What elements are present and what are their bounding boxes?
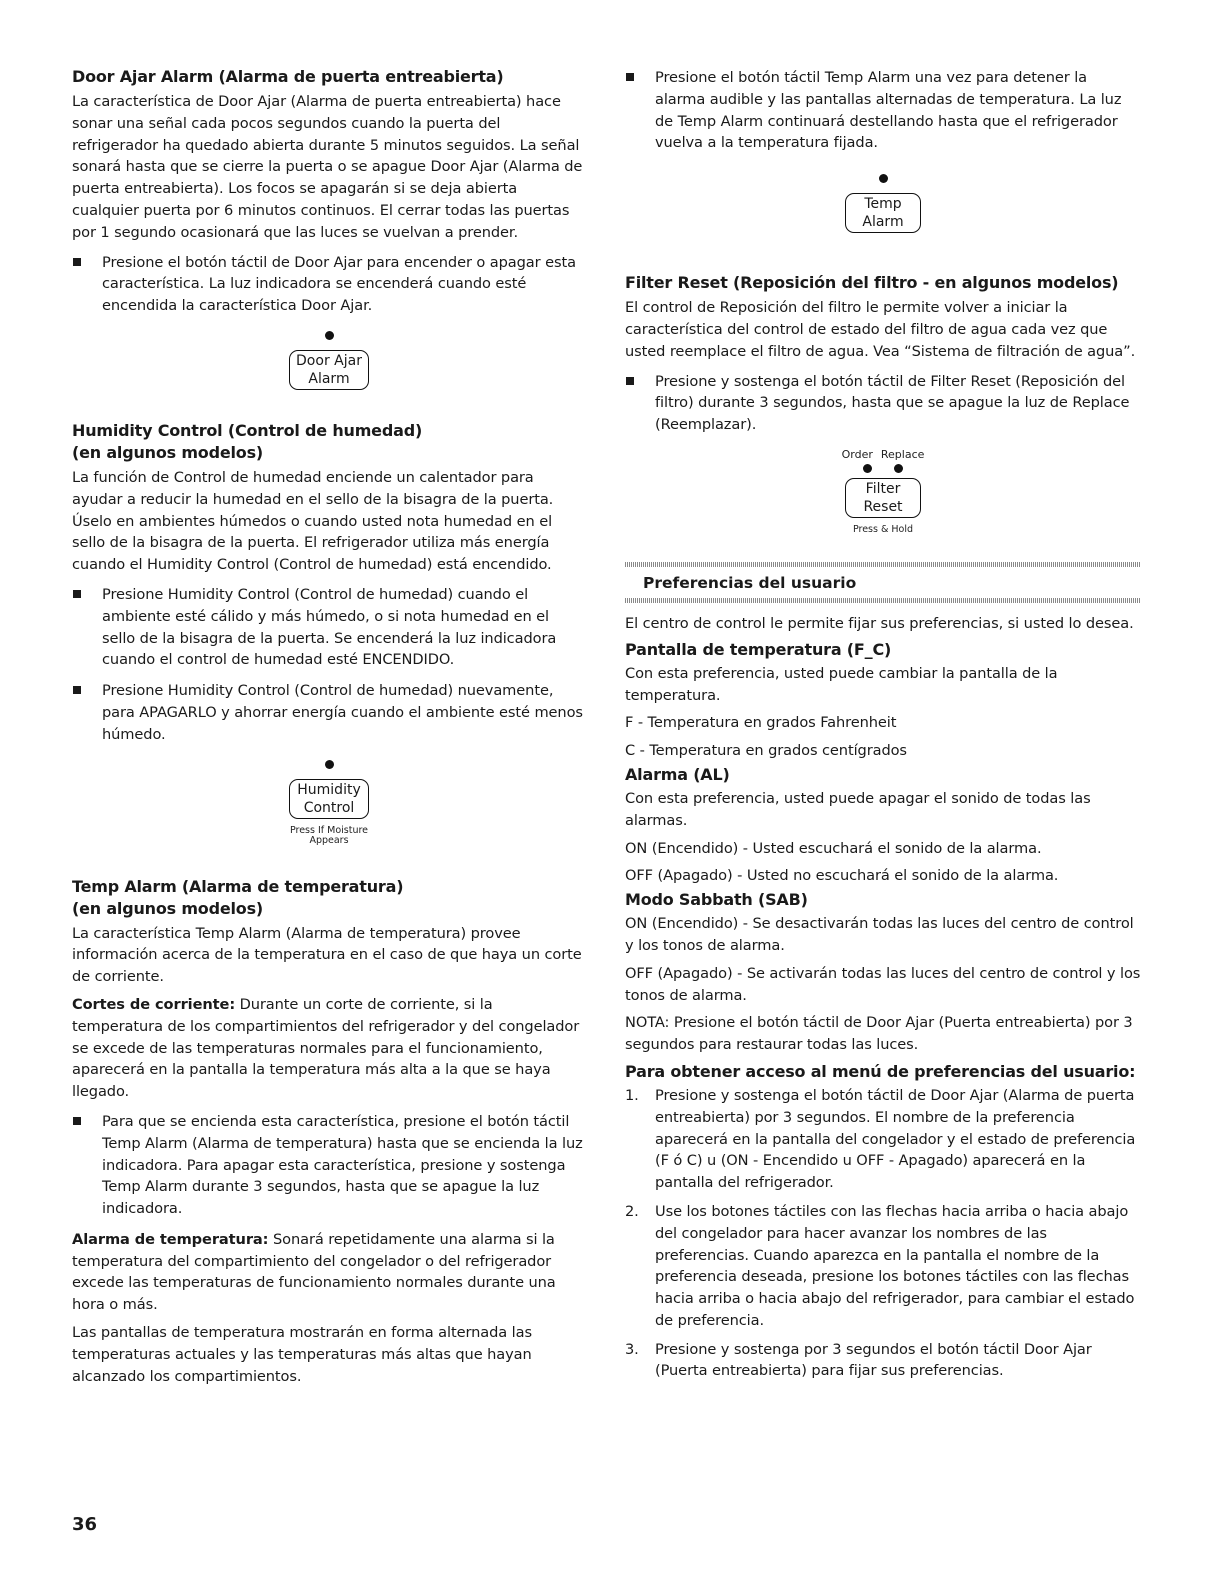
door-ajar-control [72, 331, 586, 390]
bullet-square-icon [73, 686, 81, 694]
alarma-al-heading: Alarma (AL) [625, 764, 730, 784]
door-ajar-bullet-text: Presione el botón táctil de Door Ajar para encender o apagar esta característica. La luz indicadora se encenderá cuando esté encendida la característica Door Ajar. [102, 253, 576, 315]
filter-reset-control [625, 448, 1141, 535]
sabbath-on-line: ON (Encendido) - Se desactivarán todas las luces del centro de control y los tonos de alarma. [625, 915, 1134, 954]
bullet-square-icon [73, 258, 81, 266]
filter-reset-paragraph: El control de Reposición del filtro le permite volver a iniciar la característica del control de estado del filtro de agua cada vez que usted reemplace el filtro de agua. Vea “Sistema de filtración de agua”. [625, 299, 1136, 360]
step-text: Use los botones táctiles con las flechas hacia arriba o hacia abajo del congelador para hacer avanzar los nombres de las preferencias. Cuando aparezca en la pantalla el nombre de la preferencia deseada, presione los botones táctiles con las flechas hacia arriba o hacia abajo del refrigerador, para cambiar el estado de preferencia. [655, 1202, 1135, 1329]
replace-indicator-icon [894, 464, 903, 473]
replace-label: Replace [880, 447, 925, 461]
temp-alarm-stop-text: Presione el botón táctil Temp Alarm una vez para detener la alarma audible y las pantallas alternadas de temperatura. La luz de Temp Alarm continuará destellando hasta que el refrigerador vuelva a la temperatura fijada. [655, 69, 1122, 152]
filter-indicator-lights [863, 464, 903, 473]
bullet-square-icon [626, 377, 634, 385]
indicator-light-icon [879, 174, 888, 183]
button-label-line1: Temp [864, 196, 902, 213]
bullet-square-icon [73, 590, 81, 598]
door-ajar-alarm-button[interactable] [289, 350, 369, 390]
button-label-line2: Alarm [862, 214, 904, 231]
humidity-heading-line1: Humidity Control (Control de humedad) [72, 420, 423, 440]
right-column [625, 66, 1141, 1382]
filter-reset-caption: Press & Hold [852, 523, 914, 535]
button-label-line1: Door Ajar [296, 352, 362, 369]
button-label-line1: Filter [865, 480, 901, 497]
alarma-label: Alarma de temperatura: [72, 1230, 269, 1248]
alarma-off-line: OFF (Apagado) - Usted no escuchará el sonido de la alarma. [625, 867, 1059, 885]
humidity-caption-line2: Appears [309, 834, 349, 846]
step-number: 3. [625, 1340, 639, 1358]
button-label-line2: Alarm [308, 370, 350, 387]
filter-reset-bullet-text: Presione y sostenga el botón táctil de Filter Reset (Reposición del filtro) durante 3 segundos, hasta que se apague la luz de Replace (Reemplazar). [655, 372, 1130, 434]
indicator-light-icon [325, 331, 334, 340]
temp-alarm-bullet [72, 1111, 586, 1220]
step-text: Presione y sostenga por 3 segundos el botón táctil Door Ajar (Puerta entreabierta) para fijar sus preferencias. [655, 1340, 1092, 1380]
step-item [625, 1339, 1141, 1383]
temp-alarm-button[interactable] [845, 193, 921, 233]
button-label-line2: Control [303, 799, 355, 816]
step-item [625, 1201, 1141, 1332]
page-number: 36 [72, 1514, 98, 1535]
menu-access-heading: Para obtener acceso al menú de preferencias del usuario: [625, 1061, 1136, 1081]
left-column [72, 66, 586, 1387]
step-item [625, 1085, 1141, 1194]
humidity-bullet-1-text: Presione Humidity Control (Control de humedad) cuando el ambiente esté cálido y más húmedo, o si nota humedad en el sello de la bisagra de la puerta. Se encenderá la luz indicadora cuando el control de humedad esté ENCENDIDO. [102, 585, 557, 669]
button-label-line2: Reset [863, 498, 903, 515]
temp-alarm-paragraph: La característica Temp Alarm (Alarma de temperatura) provee información acerca de la temperatura en el caso de que haya un corte de corriente. [72, 924, 582, 986]
pantalla-paragraph: Con esta preferencia, usted puede cambiar la pantalla de la temperatura. [625, 664, 1058, 704]
filter-reset-heading: Filter Reset (Reposición del filtro - en algunos modelos) [625, 273, 1119, 293]
pantalla-f-line: F - Temperatura en grados Fahrenheit [625, 714, 897, 732]
humidity-caption-line1: Press If Moisture [289, 824, 369, 836]
temp-alarm-stop-bullet [625, 67, 1141, 154]
humidity-bullet-2 [72, 680, 586, 745]
order-indicator-icon [863, 464, 872, 473]
door-ajar-paragraph: La característica de Door Ajar (Alarma de puerta entreabierta) hace sonar una señal cada pocos segundos cuando la puerta del refrigerador ha quedado abierta durante 5 minutos seguidos. La señal sonará hasta que se cierre la puerta o se apague Door Ajar (Alarma de puerta entreabierta). Los focos se apagarán si se deja abierta cualquier puerta por 6 minutos continuos. El cerrar todas las puertas por 1 segundo ocasionará que las luces se vuelvan a prender. [72, 93, 583, 241]
sabbath-off-line: OFF (Apagado) - Se activarán todas las luces del centro de control y los tonos de alarma. [625, 964, 1141, 1004]
indicator-light-icon [325, 760, 334, 769]
order-label: Order [841, 447, 873, 461]
pantalla-heading: Pantalla de temperatura (F_C) [625, 639, 892, 659]
temp-alarm-heading-line1: Temp Alarm (Alarma de temperatura) [72, 876, 404, 896]
filter-indicator-labels [842, 448, 925, 461]
section-divider-bottom [625, 598, 1141, 603]
temp-alarm-heading-line2: (en algunos modelos) [72, 898, 264, 918]
prefs-intro: El centro de control le permite fijar sus preferencias, si usted lo desea. [625, 614, 1134, 632]
filter-reset-bullet [625, 371, 1141, 436]
button-label-line1: Humidity [297, 781, 361, 798]
nota-text: Presione el botón táctil de Door Ajar (Puerta entreabierta) por 3 segundos para restaurar todas las luces. [625, 1014, 1133, 1054]
alarma-paragraph [72, 1229, 586, 1316]
step-number: 1. [625, 1086, 639, 1104]
bullet-square-icon [73, 1117, 81, 1125]
sabbath-heading: Modo Sabbath (SAB) [625, 890, 808, 910]
filter-reset-button[interactable] [845, 478, 921, 518]
door-ajar-heading: Door Ajar Alarm (Alarma de puerta entreabierta) [72, 67, 504, 86]
nota-label: NOTA: [625, 1014, 670, 1032]
step-number: 2. [625, 1202, 639, 1220]
pantalla-c-line: C - Temperatura en grados centígrados [625, 742, 907, 760]
alarma-al-paragraph: Con esta preferencia, usted puede apagar el sonido de todas las alarmas. [625, 789, 1091, 829]
humidity-bullet-1 [72, 584, 586, 671]
temp-alarm-control [625, 174, 1141, 233]
humidity-paragraph: La función de Control de humedad enciende un calentador para ayudar a reducir la humedad en el sello de la bisagra de la puerta. Úselo en ambientes húmedos o cuando usted nota humedad en el sello de la bisagra de la puerta. El refrigerador utiliza más energía cuando el Humidity Control (Control de humedad) está encendido. [72, 468, 554, 574]
temp-display-paragraph: Las pantallas de temperatura mostrarán en forma alternada las temperaturas actuales y las temperaturas más altas que hayan alcanzado los compartimientos. [72, 1324, 532, 1385]
humidity-control-button[interactable] [289, 779, 369, 819]
cortes-label: Cortes de corriente: [72, 995, 236, 1013]
door-ajar-bullet [72, 252, 586, 317]
humidity-heading-line2: (en algunos modelos) [72, 442, 264, 462]
cortes-paragraph [72, 994, 586, 1103]
humidity-bullet-2-text: Presione Humidity Control (Control de humedad) nuevamente, para APAGARLO y ahorrar energía cuando el ambiente esté menos húmedo. [102, 682, 583, 743]
nota-paragraph [625, 1012, 1141, 1056]
preferences-banner: Preferencias del usuario [643, 573, 857, 592]
temp-alarm-bullet-text: Para que se encienda esta característica, presione el botón táctil Temp Alarm (Alarma de temperatura) hasta que se encienda la luz indicadora. Para apagar esta característica, presione y sostenga Temp Alarm durante 3 segundos, hasta que se apague la luz indicadora. [102, 1112, 583, 1218]
alarma-on-line: ON (Encendido) - Usted escuchará el sonido de la alarma. [625, 839, 1042, 857]
alarma-text: Sonará repetidamente una alarma si la temperatura del compartimiento del congelador o del refrigerador excede las temperaturas de funcionamiento normales durante una hora o más. [72, 1230, 556, 1314]
step-text: Presione y sostenga el botón táctil de Door Ajar (Alarma de puerta entreabierta) por 3 segundos. El nombre de la preferencia aparecerá en la pantalla del congelador y el estado de preferencia (F ó C) u (ON - Encendido u OFF - Apagado) aparecerá en la pantalla del refrigerador. [655, 1086, 1136, 1192]
cortes-text: Durante un corte de corriente, si la temperatura de los compartimientos del refrigerador y del congelador se excede de las temperaturas normales para el funcionamiento, aparecerá en la pantalla la temperatura más alta a la que se haya llegado. [72, 995, 580, 1101]
humidity-control-widget [72, 760, 586, 846]
bullet-square-icon [626, 73, 634, 81]
